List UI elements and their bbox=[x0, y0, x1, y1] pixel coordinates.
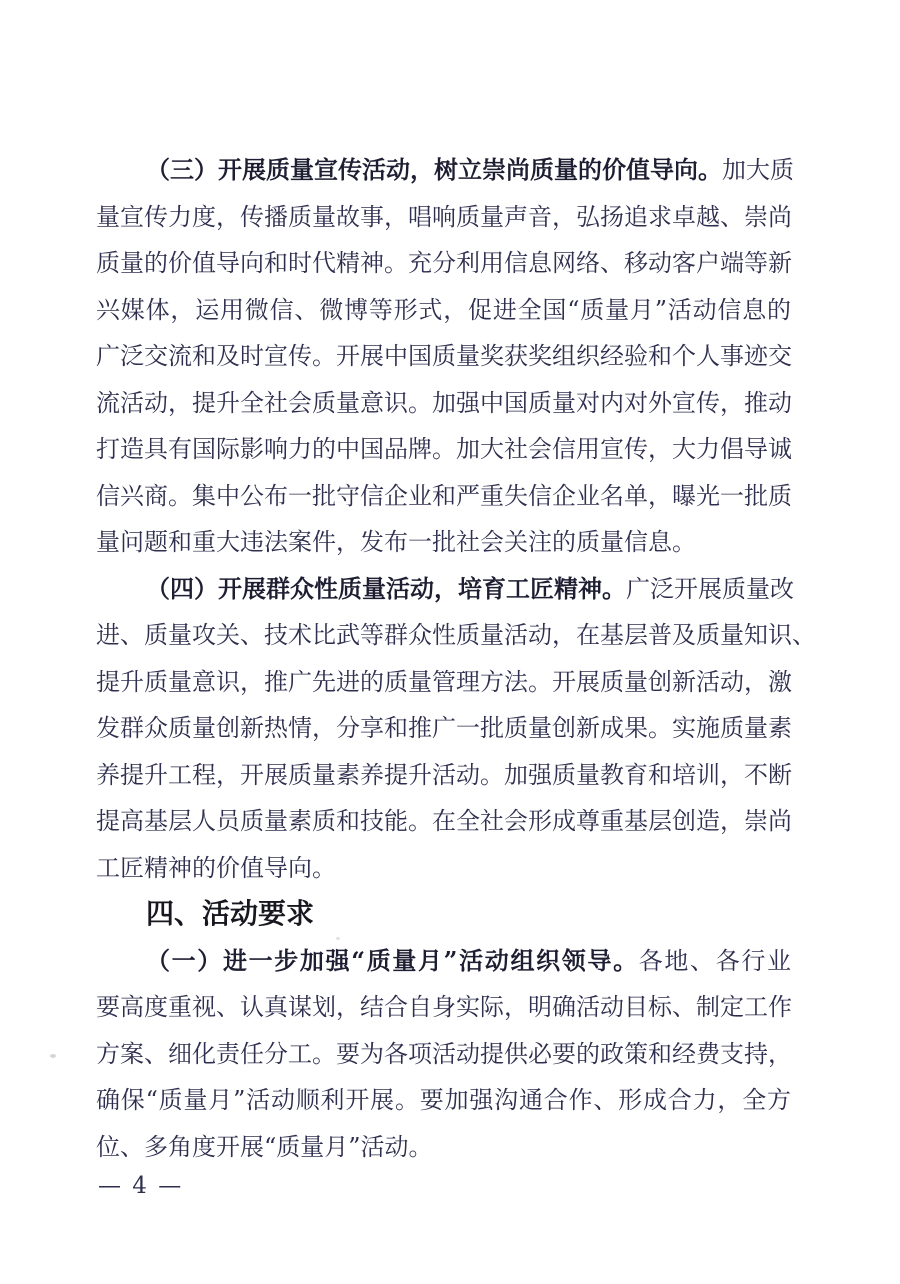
text-line: 信兴商。集中公布一批守信企业和严重失信企业名单，曝光一批质 bbox=[96, 481, 792, 510]
scan-artifact bbox=[336, 937, 340, 940]
text-line: 质量的价值导向和时代精神。充分利用信息网络、移动客户端等新 bbox=[96, 249, 792, 277]
paragraph-san-lead-rest: 加大质 bbox=[722, 156, 794, 184]
text-line: 打造具有国际影响力的中国品牌。加大社会信用宣传，大力倡导诚 bbox=[96, 435, 792, 463]
text-line: 量宣传力度，传播质量故事，唱响质量声音，弘扬追求卓越、崇尚 bbox=[96, 202, 792, 231]
paragraph-si bbox=[96, 566, 816, 892]
text-line: 广泛交流和及时宣传。开展中国质量奖获奖组织经验和个人事迹交 bbox=[96, 342, 792, 370]
text-line bbox=[96, 566, 794, 613]
text-line: 养提升工程，开展质量素养提升活动。加强质量教育和培训，不断 bbox=[96, 760, 792, 789]
text-line: 位、多角度开展“质量月”活动。 bbox=[96, 1132, 433, 1161]
text-line bbox=[96, 147, 794, 194]
paragraph-san bbox=[96, 147, 794, 566]
section-heading-four: 四、活动要求 bbox=[146, 897, 315, 930]
text-line: 工匠精神的价值导向。 bbox=[96, 853, 336, 882]
text-line bbox=[96, 938, 791, 985]
text-line: 流活动，提升全社会质量意识。加强中国质量对内对外宣传，推动 bbox=[96, 388, 792, 417]
text-line: 确保“质量月”活动顺利开展。要加强沟通合作、形成合力，全方 bbox=[96, 1086, 791, 1114]
text-line: 发群众质量创新热情，分享和推广一批质量创新成果。实施质量素 bbox=[96, 714, 792, 742]
document-body bbox=[96, 147, 816, 1170]
text-line: 要高度重视、认真谋划，结合自身实际，明确活动目标、制定工作 bbox=[96, 993, 792, 1021]
text-line: 进、质量攻关、技术比武等群众性质量活动，在基层普及质量知识、 bbox=[96, 621, 816, 649]
text-line: 提高基层人员质量素质和技能。在全社会形成尊重基层创造，崇尚 bbox=[96, 807, 792, 835]
paragraph-yi bbox=[96, 938, 791, 1171]
text-line: 方案、细化责任分工。要为各项活动提供必要的政策和经费支持， bbox=[96, 1039, 792, 1068]
paragraph-si-lead-rest: 广泛开展质量改 bbox=[626, 574, 794, 603]
page-number: — 4 — bbox=[98, 1173, 184, 1199]
text-line: 量问题和重大违法案件，发布一批社会关注的质量信息。 bbox=[96, 528, 696, 556]
paragraph-si-heading: （四）开展群众性质量活动，培育工匠精神。 bbox=[146, 573, 626, 603]
paragraph-yi-lead-rest: 各地、各行业 bbox=[638, 946, 792, 975]
text-line: 提升质量意识，推广先进的质量管理方法。开展质量创新活动，激 bbox=[96, 667, 792, 696]
paragraph-yi-heading: （一）进一步加强“质量月”活动组织领导。 bbox=[146, 945, 639, 975]
text-line: 兴媒体，运用微信、微博等形式，促进全国“质量月”活动信息的 bbox=[96, 295, 791, 324]
paragraph-san-heading: （三）开展质量宣传活动，树立崇尚质量的价值导向。 bbox=[146, 155, 722, 184]
scan-artifact bbox=[50, 1054, 56, 1058]
